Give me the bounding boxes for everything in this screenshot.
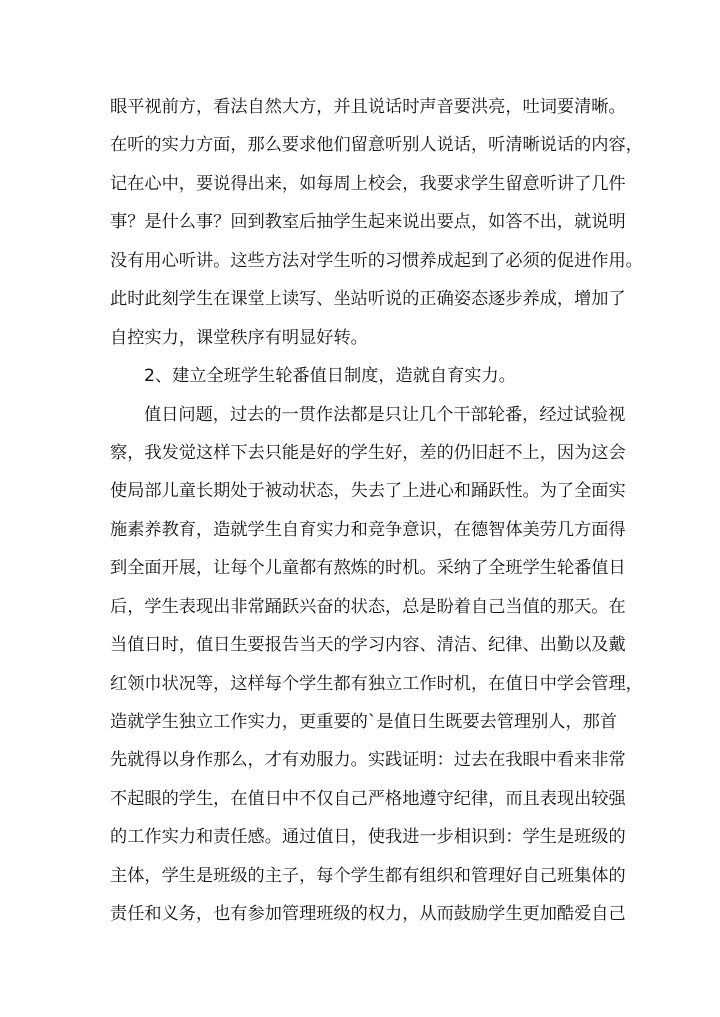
- text-line: 施素养教育，造就学生自育实力和竞争意识，在德智体美劳几方面得: [110, 519, 626, 540]
- text-line: 自控实力，课堂秩序有明显好转。: [110, 327, 368, 348]
- text-line: 察，我发觉这样下去只能是好的学生好，差的仍旧赶不上，因为这会: [110, 442, 626, 463]
- text-line: 先就得以身作那么，才有劝服力。实践证明：过去在我眼中看来非常: [110, 750, 626, 771]
- text-line: 事？是什么事？回到教室后抽学生起来说出要点，如答不出，就说明: [110, 212, 626, 233]
- text-line: 责任和义务，也有参加管理班级的权力，从而鼓励学生更加酷爱自己: [110, 904, 626, 925]
- text-line: 到全面开展，让每个儿童都有熬炼的时机。采纳了全班学生轮番值日: [110, 558, 626, 579]
- text-line: 造就学生独立工作实力，更重要的`是值日生既要去管理别人，那首: [110, 712, 618, 732]
- text-line: 主体，学生是班级的主子，每个学生都有组织和管理好自己班集体的: [110, 865, 626, 886]
- section-heading: 2、建立全班学生轮番值日制度，造就自育实力。: [144, 366, 516, 387]
- text-line: 在听的实力方面，那么要求他们留意听别人说话，听清晰说话的内容，: [110, 135, 643, 156]
- text-line: 的工作实力和责任感。通过值日，使我进一步相识到：学生是班级的: [110, 827, 626, 848]
- text-line: 记在心中，要说得出来，如每周上校会，我要求学生留意听讲了几件: [110, 173, 626, 194]
- text-line: 没有用心听讲。这些方法对学生听的习惯养成起到了必须的促进作用。: [110, 250, 643, 271]
- text-line: 红领巾状况等，这样每个学生都有独立工作时机，在值日中学会管理，: [110, 673, 643, 694]
- text-line: 后，学生表现出非常踊跃兴奋的状态，总是盼着自己当值的那天。在: [110, 596, 626, 617]
- text-line: 不起眼的学生，在值日中不仅自己严格地遵守纪律，而且表现出较强: [110, 788, 626, 809]
- body-text: [110, 88, 643, 934]
- text-line: 此时此刻学生在课堂上读写、坐站听说的正确姿态逐步养成，增加了: [110, 289, 626, 310]
- text-line: 当值日时，值日生要报告当天的学习内容、清洁、纪律、出勤以及戴: [110, 635, 626, 656]
- text-line: 使局部儿童长期处于被动状态，失去了上进心和踊跃性。为了全面实: [110, 481, 626, 502]
- paragraph-first-line: 值日问题，过去的一贯作法都是只让几个干部轮番，经过试验视: [144, 404, 626, 425]
- text-line: 眼平视前方，看法自然大方，并且说话时声音要洪亮，吐词要清晰。: [110, 97, 626, 117]
